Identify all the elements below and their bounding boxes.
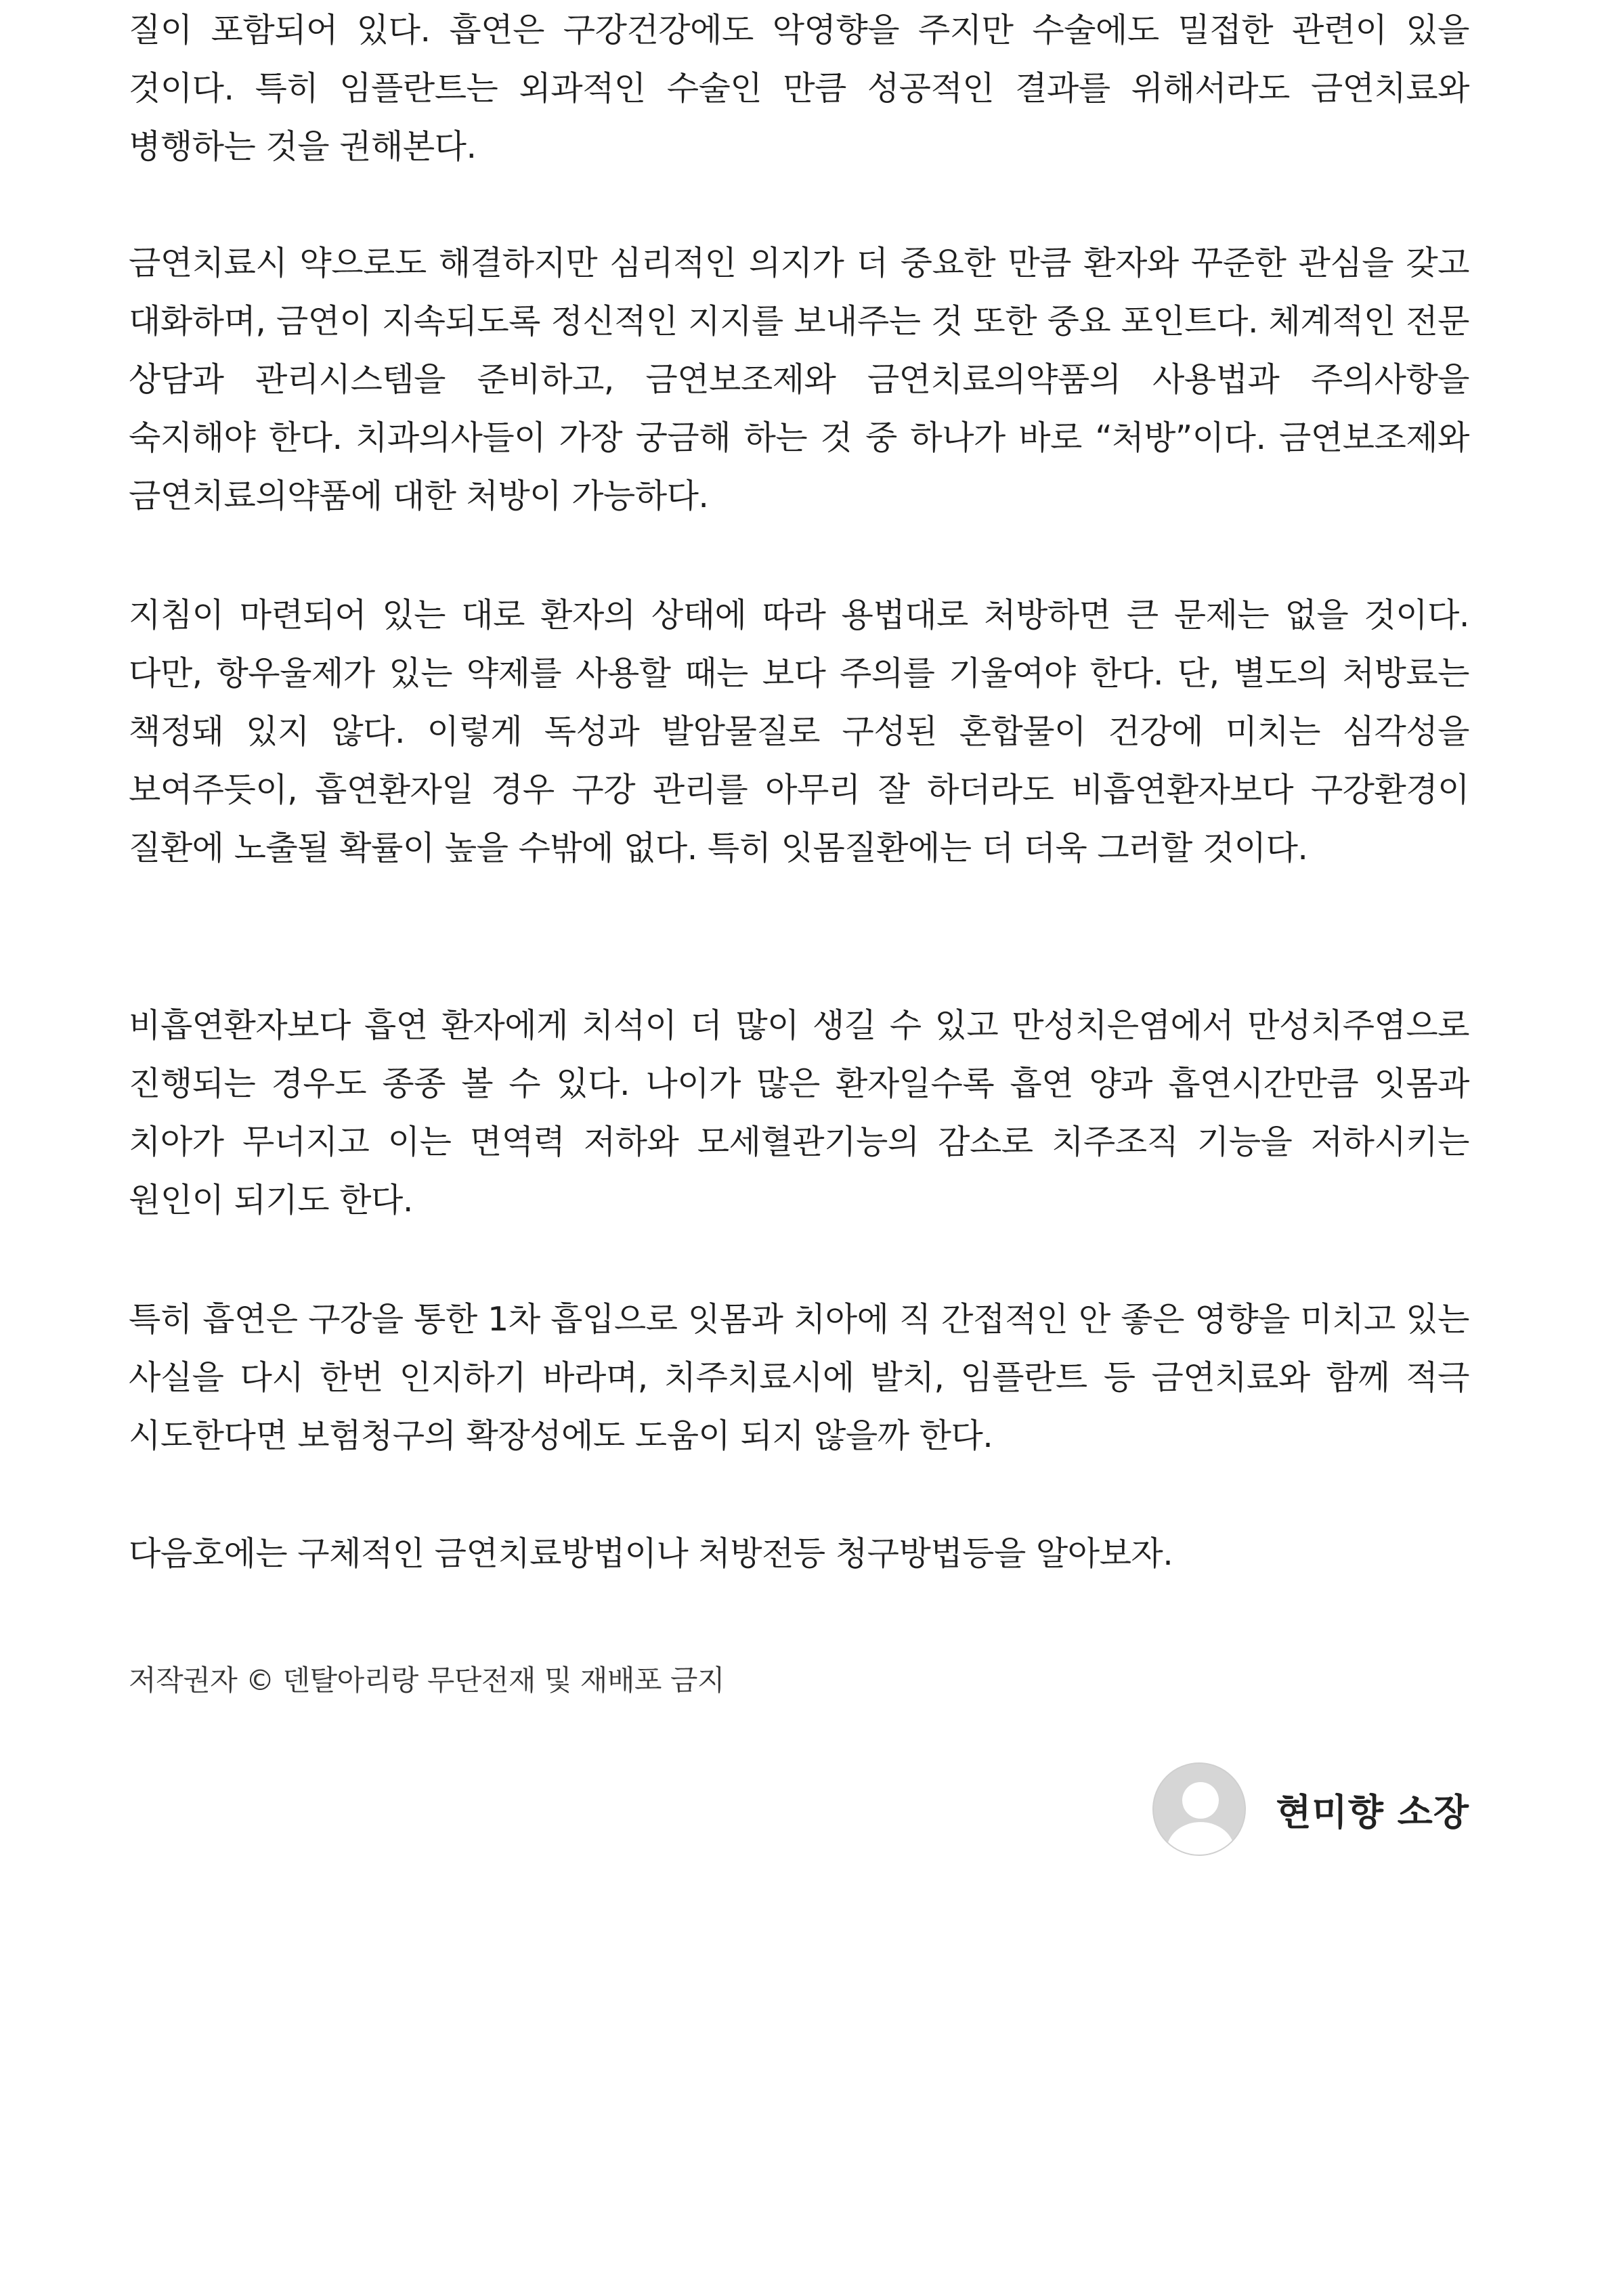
default-user-icon xyxy=(1152,1762,1246,1856)
author-name: 현미향 소장 xyxy=(1276,1790,1469,1834)
article-paragraph-5: 특히 흡연은 구강을 통한 1차 흡입으로 잇몸과 치아에 직 간접적인 안 좋은 영향을 미치고 있는 사실을 다시 한번 인지하기 바라며, 치주치료시에 발치, 임플란트 등 금연치료와 함께 적극 시도한다면 보험청구의 확장성에도 도움이 되지 않을까 한다. xyxy=(129,1300,1469,1455)
article-paragraph-4: 비흡연환자보다 흡연 환자에게 치석이 더 많이 생길 수 있고 만성치은염에서 만성치주염으로 진행되는 경우도 종종 볼 수 있다. 나이가 많은 환자일수록 흡연 양과 흡연시간만큼 잇몸과 치아가 무너지고 이는 면역력 저하와 모세혈관기능의 감소로 치주조직 기능을 저하시키는 원인이 되기도 한다. xyxy=(129,1006,1469,1219)
copyright-notice: 저작권자 © 덴탈아리랑 무단전재 및 재배포 금지 xyxy=(129,1664,725,1697)
article-paragraph-2: 금연치료시 약으로도 해결하지만 심리적인 의지가 더 중요한 만큼 환자와 꾸준한 관심을 갖고 대화하며, 금연이 지속되도록 정신적인 지지를 보내주는 것 또한 중요 포인트다. 체계적인 전문 상담과 관리시스템을 준비하고, 금연보조제와 금연치료의약품의 사용법과 주의사항을 숙지해야 한다. 치과의사들이 가장 궁금해 하는 것 중 하나가 바로 “처방”이다. 금연보조제와 금연치료의약품에 대한 처방이 가능하다. xyxy=(129,244,1469,515)
article-paragraph-1: 질이 포함되어 있다. 흡연은 구강건강에도 악영향을 주지만 수술에도 밀접한 관련이 있을 것이다. 특히 임플란트는 외과적인 수술인 만큼 성공적인 결과를 위해서라도 금연치료와 병행하는 것을 권해본다. xyxy=(129,11,1469,166)
article-paragraph-3: 지침이 마련되어 있는 대로 환자의 상태에 따라 용법대로 처방하면 큰 문제는 없을 것이다. 다만, 항우울제가 있는 약제를 사용할 때는 보다 주의를 기울여야 한다. 단, 별도의 처방료는 책정돼 있지 않다. 이렇게 독성과 발암물질로 구성된 혼합물이 건강에 미치는 심각성을 보여주듯이, 흡연환자일 경우 구강 관리를 아무리 잘 하더라도 비흡연환자보다 구강환경이 질환에 노출될 확률이 높을 수밖에 없다. 특히 잇몸질환에는 더 더욱 그러할 것이다. xyxy=(129,596,1469,867)
article-paragraph-6: 다음호에는 구체적인 금연치료방법이나 처방전등 청구방법등을 알아보자. xyxy=(129,1534,1173,1573)
author-byline[interactable] xyxy=(1152,1762,1469,1857)
